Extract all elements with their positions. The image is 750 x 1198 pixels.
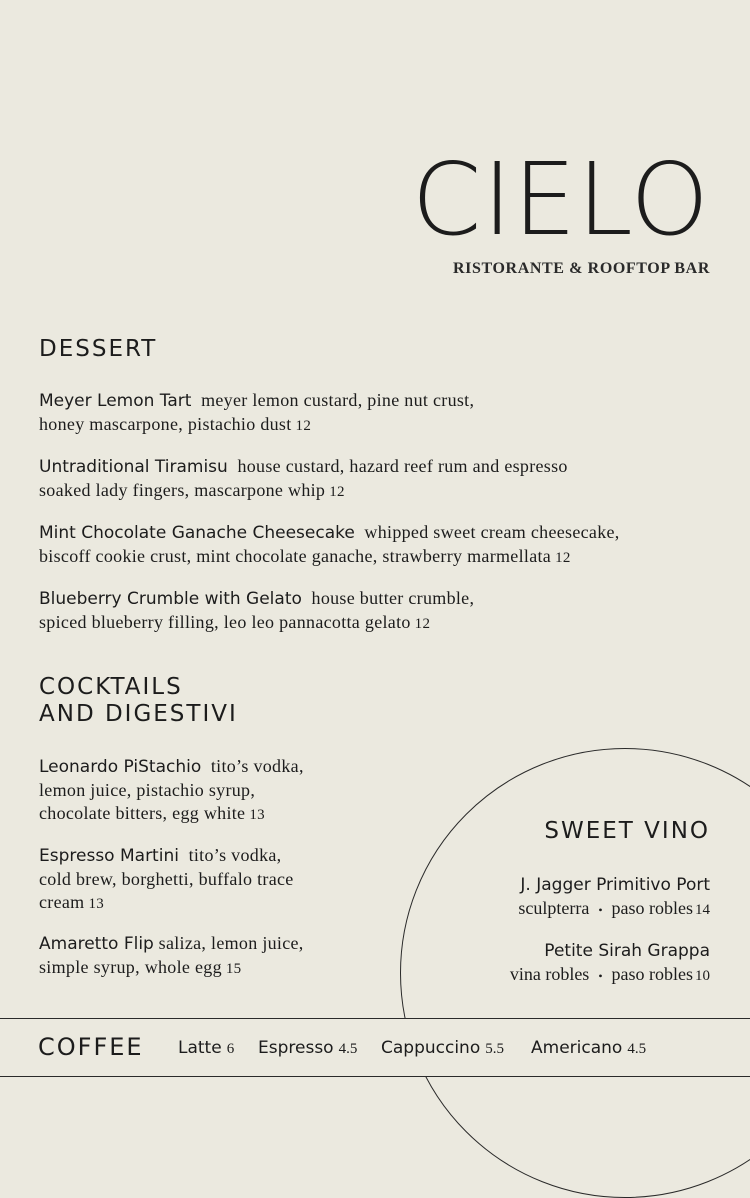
menu-item xyxy=(39,389,474,438)
item-price: 12 xyxy=(555,550,571,566)
coffee-item xyxy=(258,1037,357,1058)
wine-name: Petite Sirah Grappa xyxy=(544,941,710,961)
wine-price: 14 xyxy=(695,902,710,918)
item-name: Meyer Lemon Tart xyxy=(39,391,192,411)
wine-producer: vina robles xyxy=(509,964,590,984)
dessert-heading: DESSERT xyxy=(39,336,158,362)
item-description: chocolate bitters, egg white xyxy=(39,803,246,823)
separator-dot: • xyxy=(598,969,603,983)
item-description: cream xyxy=(39,892,85,912)
coffee-item xyxy=(381,1037,504,1058)
wine-region: paso robles xyxy=(611,898,693,918)
menu-item xyxy=(39,521,620,570)
wine-region: paso robles xyxy=(611,964,693,984)
wine-name: J. Jagger Primitivo Port xyxy=(520,875,710,895)
wine-producer: sculpterra xyxy=(518,898,590,918)
item-description: house custard, hazard reef rum and espresso xyxy=(237,456,568,476)
coffee-item xyxy=(178,1037,234,1058)
cocktails-heading-line1: COCKTAILS xyxy=(39,674,183,700)
item-description: soaked lady fingers, mascarpone whip xyxy=(39,480,326,500)
item-description: saliza, lemon juice, xyxy=(158,933,304,953)
item-price: 13 xyxy=(88,896,105,912)
wine-item xyxy=(518,874,710,922)
item-description: meyer lemon custard, pine nut crust, xyxy=(201,390,475,410)
coffee-item xyxy=(531,1037,646,1058)
item-description: tito’s vodka, xyxy=(210,756,304,776)
coffee-name: Americano xyxy=(531,1038,623,1058)
coffee-price: 5.5 xyxy=(485,1041,504,1057)
coffee-price: 4.5 xyxy=(627,1041,647,1057)
coffee-name: Espresso xyxy=(258,1038,334,1058)
cocktails-heading xyxy=(39,674,238,728)
item-name: Untraditional Tiramisu xyxy=(39,457,228,477)
item-price: 15 xyxy=(225,961,242,977)
item-description: house butter crumble, xyxy=(311,588,475,608)
item-name: Espresso Martini xyxy=(39,846,179,866)
menu-item xyxy=(39,755,304,827)
item-description: cold brew, borghetti, buffalo trace xyxy=(39,869,294,889)
wine-price: 10 xyxy=(695,968,710,984)
item-price: 12 xyxy=(414,616,431,632)
item-name: Blueberry Crumble with Gelato xyxy=(39,589,302,609)
separator-dot: • xyxy=(598,903,603,917)
menu-item xyxy=(39,455,568,504)
item-name: Mint Chocolate Ganache Cheesecake xyxy=(39,523,355,543)
item-price: 13 xyxy=(249,807,265,823)
item-description: whipped sweet cream cheesecake, xyxy=(364,522,620,542)
wine-item xyxy=(510,940,710,988)
coffee-price: 6 xyxy=(226,1041,235,1057)
cocktails-heading-line2: AND DIGESTIVI xyxy=(39,701,238,727)
coffee-price: 4.5 xyxy=(338,1041,358,1057)
brand-name: CIELO xyxy=(411,141,710,258)
sweet-vino-heading: SWEET VINO xyxy=(544,818,710,844)
coffee-name: Latte xyxy=(178,1038,222,1058)
item-name: Leonardo PiStachio xyxy=(39,757,202,777)
item-description: honey mascarpone, pistachio dust xyxy=(39,414,292,434)
coffee-bar xyxy=(0,1018,750,1077)
menu-item xyxy=(39,932,304,981)
brand-subtitle: RISTORANTE & ROOFTOP BAR xyxy=(453,260,710,277)
brand-block xyxy=(411,141,710,278)
item-price: 12 xyxy=(329,484,345,500)
item-name: Amaretto Flip xyxy=(39,934,154,954)
item-description: biscoff cookie crust, mint chocolate ganache, strawberry marmellata xyxy=(39,546,552,566)
item-description: spiced blueberry filling, leo leo pannacotta gelato xyxy=(39,612,411,632)
item-description: lemon juice, pistachio syrup, xyxy=(39,780,256,800)
item-description: tito’s vodka, xyxy=(188,845,282,865)
item-price: 12 xyxy=(295,418,312,434)
item-description: simple syrup, whole egg xyxy=(39,957,222,977)
coffee-name: Cappuccino xyxy=(381,1038,481,1058)
menu-item xyxy=(39,587,474,636)
menu-item xyxy=(39,844,294,916)
coffee-heading: COFFEE xyxy=(38,1033,144,1061)
